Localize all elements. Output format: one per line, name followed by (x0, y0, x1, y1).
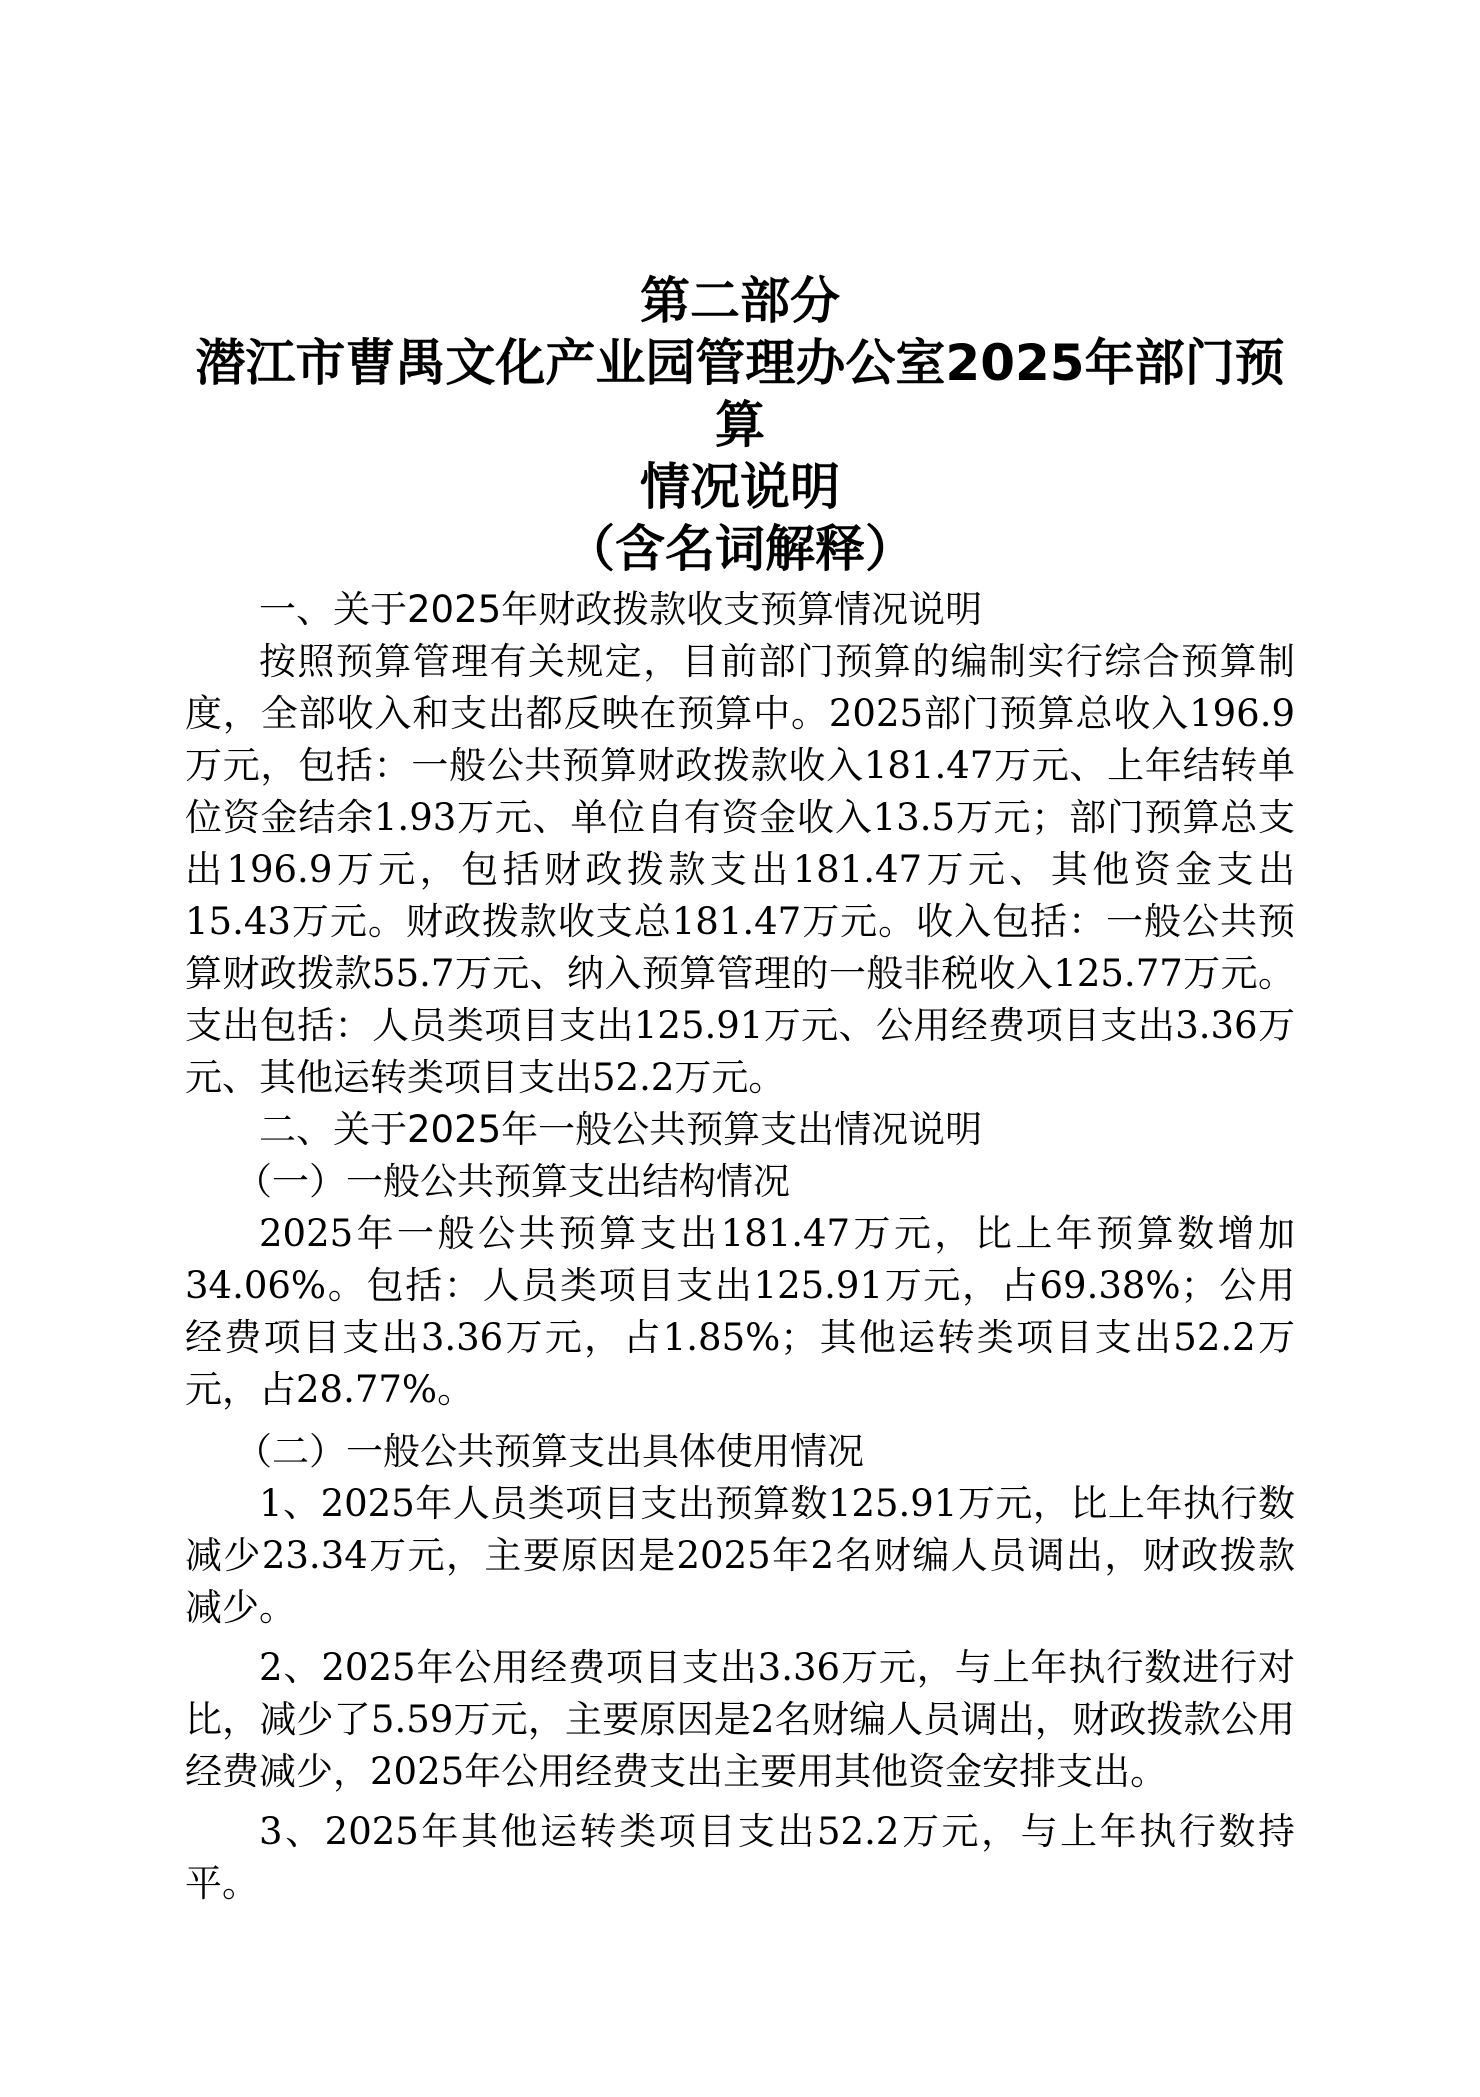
section-2-item-1: 1、2025年人员类项目支出预算数125.91万元，比上年执行数减少23.34万元，主要原因是2025年2名财编人员调出，财政拨款减少。 (185, 1482, 1295, 1629)
section-2-sub2-heading: （二）一般公共预算支出具体使用情况 (235, 1430, 864, 1473)
document-page (185, 270, 1295, 1910)
section-2-sub1-heading: （一）一般公共预算支出结构情况 (235, 1160, 790, 1203)
section-1-paragraph: 按照预算管理有关规定，目前部门预算的编制实行综合预算制度，全部收入和支出都反映在预算中。2025部门预算总收入196.9万元，包括：一般公共预算财政拨款收入181.47万元、上年结转单位资金结余1.93万元、单位自有资金收入13.5万元；部门预算总支出196.9万元，包括财政拨款支出181.47万元、其他资金支出15.43万元。财政拨款收支总181.47万元。收入包括：一般公共预算财政拨款55.7万元、纳入预算管理的一般非税收入125.77万元。支出包括：人员类项目支出125.91万元、公用经费项目支出3.36万元、其他运转类项目支出52.2万元。 (185, 640, 1295, 1099)
section-2-heading: 二、关于2025年一般公共预算支出情况说明 (259, 1108, 983, 1151)
document-subtitle: （含名词解释） (565, 520, 915, 578)
section-2-sub1-paragraph: 2025年一般公共预算支出181.47万元，比上年预算数增加34.06%。包括：人员类项目支出125.91万元，占69.38%；公用经费项目支出3.36万元，占1.85%；其他运转类项目支出52.2万元，占28.77%。 (185, 1212, 1295, 1411)
part-title: 第二部分 (640, 272, 840, 330)
document-title-line2: 情况说明 (640, 458, 840, 516)
section-2-item-2: 2、2025年公用经费项目支出3.36万元，与上年执行数进行对比，减少了5.59万元，主要原因是2名财编人员调出，财政拨款公用经费减少，2025年公用经费支出主要用其他资金安排支出。 (185, 1646, 1295, 1793)
section-2-item-3: 3、2025年其他运转类项目支出52.2万元，与上年执行数持平。 (185, 1810, 1295, 1905)
document-title: 潜江市曹禺文化产业园管理办公室2025年部门预算 (195, 334, 1285, 454)
section-1-heading: 一、关于2025年财政拨款收支预算情况说明 (259, 588, 983, 631)
